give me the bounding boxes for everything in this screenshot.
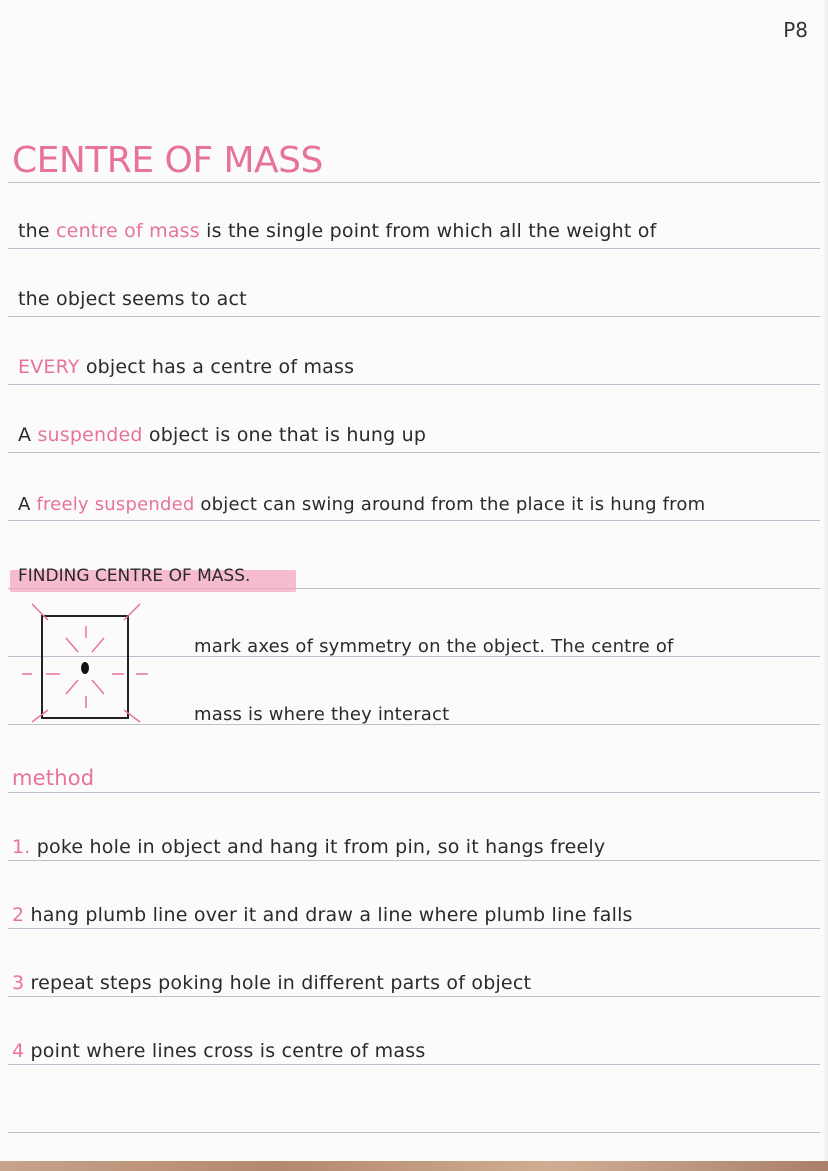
- axis-diagonal: [32, 604, 48, 620]
- term-highlight: suspended: [37, 424, 143, 446]
- symmetry-text-line-1: mark axes of symmetry on the object. The centre of: [194, 636, 674, 657]
- centre-of-mass-dot: [81, 662, 89, 674]
- definition-line-3: [18, 356, 354, 378]
- step-text: repeat steps poking hole in different parts of object: [30, 972, 532, 994]
- ruled-line: [8, 248, 820, 249]
- method-step: [12, 836, 605, 858]
- text-prefix: A: [18, 424, 38, 446]
- axis-diagonal: [32, 710, 48, 722]
- text-suffix: is the single point from which all the weight of: [199, 220, 657, 242]
- step-number: 4: [12, 1040, 25, 1062]
- text-prefix: A: [18, 494, 37, 515]
- page-number: P8: [783, 18, 808, 42]
- ruled-line: [8, 520, 820, 521]
- term-highlight: freely suspended: [36, 494, 195, 515]
- term-highlight: EVERY: [18, 356, 80, 378]
- definition-line-2: the object seems to act: [18, 288, 247, 310]
- axis-dash: [66, 638, 78, 652]
- ruled-line: [8, 792, 820, 793]
- page-title: CENTRE OF MASS: [12, 140, 323, 181]
- ruled-line: [8, 452, 820, 453]
- ruled-line: [8, 1132, 820, 1133]
- method-step: [12, 1040, 425, 1062]
- definition-line-1: [18, 220, 656, 242]
- step-text: hang plumb line over it and draw a line where plumb line falls: [30, 904, 633, 926]
- axis-diagonal: [124, 710, 140, 722]
- axis-dash: [92, 638, 104, 652]
- ruled-line: [8, 316, 820, 317]
- step-number: 2: [12, 904, 25, 926]
- definition-line-5: [18, 494, 705, 515]
- text-suffix: object is one that is hung up: [142, 424, 427, 446]
- page-edge-shadow: [822, 0, 828, 1171]
- term-highlight: centre of mass: [56, 220, 200, 242]
- text-suffix: object can swing around from the place it is hung from: [194, 494, 706, 515]
- step-number: 1.: [12, 836, 31, 858]
- table-surface-strip: [0, 1161, 828, 1171]
- step-text: point where lines cross is centre of mass: [30, 1040, 426, 1062]
- ruled-line: [8, 384, 820, 385]
- axis-diagonal: [124, 604, 140, 620]
- ruled-line: [8, 860, 820, 861]
- text-prefix: the: [18, 220, 57, 242]
- symmetry-square-diagram: [20, 598, 160, 728]
- section-heading: FINDING CENTRE OF MASS.: [18, 566, 251, 586]
- step-number: 3: [12, 972, 25, 994]
- ruled-line: [8, 928, 820, 929]
- symmetry-text-line-2: mass is where they interact: [194, 704, 450, 725]
- method-step: [12, 904, 633, 926]
- ruled-line: [8, 182, 820, 183]
- axis-dash: [92, 680, 104, 694]
- ruled-line: [8, 1064, 820, 1065]
- method-heading: method: [12, 766, 95, 790]
- text-suffix: object has a centre of mass: [79, 356, 355, 378]
- step-text: poke hole in object and hang it from pin, so it hangs freely: [36, 836, 606, 858]
- ruled-line: [8, 996, 820, 997]
- definition-line-4: [18, 424, 426, 446]
- axis-dash: [66, 680, 78, 694]
- method-step: [12, 972, 531, 994]
